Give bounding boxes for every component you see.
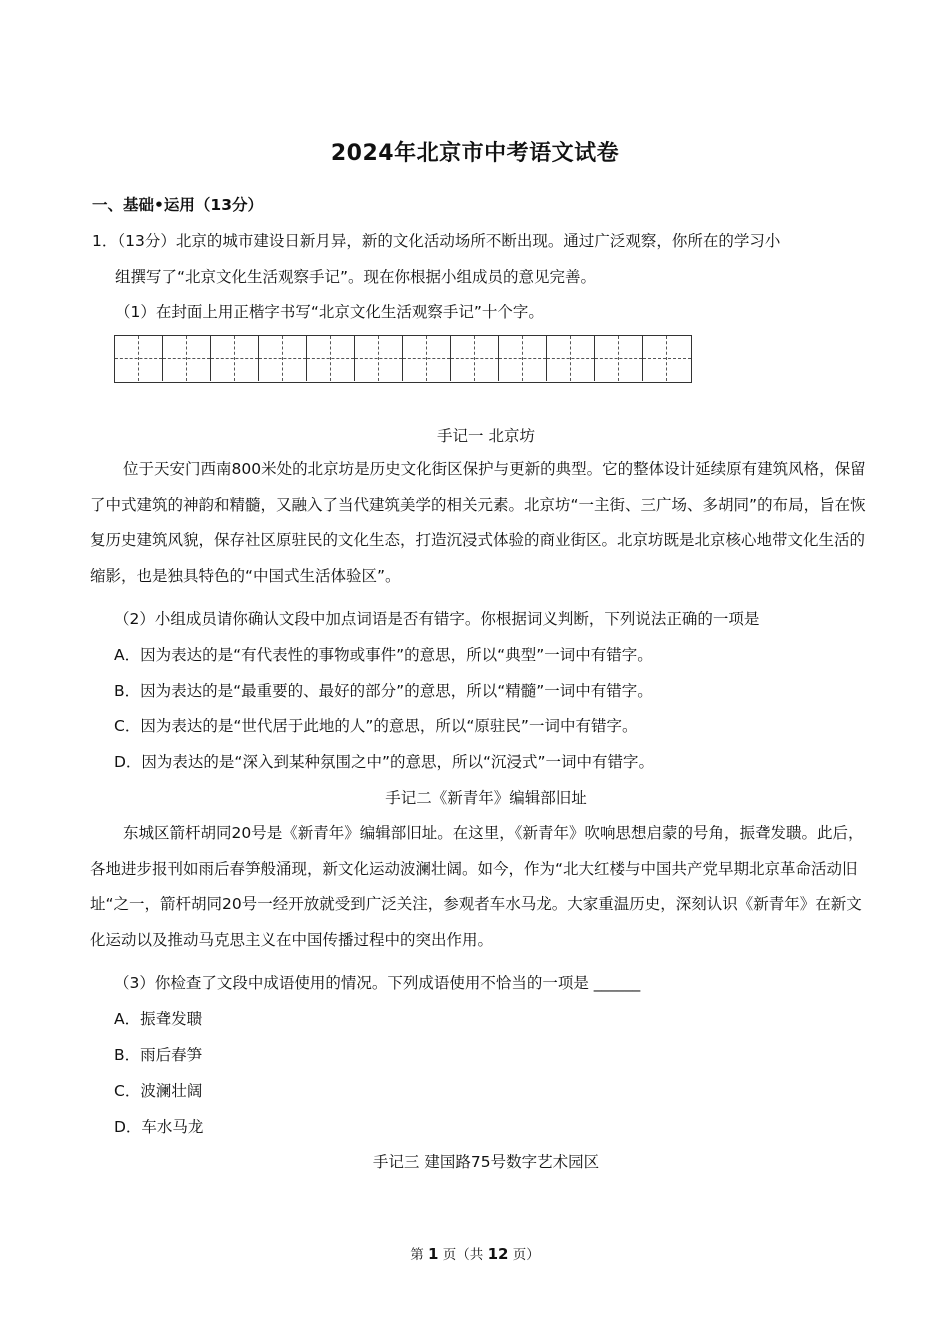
note2-body: 东城区箭杆胡同20号是《新青年》编辑部旧址。在这里，《新青年》吹响思想启蒙的号角，振聋发聩。此后，各地进步报刊如雨后春笋般涌现，新文化运动波澜壮阔。如今，作为“北大红楼与中国共产党早期北京革命活动旧址“之一，箭杆胡同20号一经开放就受到广泛关注，参观者车水马龙。大家重温历史，深刻认识《新青年》在新文化运动以及推动马克思主义在中国传播过程中的突出作用。 (90, 824, 864, 949)
subquestion-3: （3）你检查了文段中成语使用的情况。下列成语使用不恰当的一项是 ______ (114, 974, 641, 992)
note1-heading: 手记一 北京坊 (437, 427, 535, 445)
grid-cell[interactable] (211, 336, 259, 381)
footer-suffix: 页） (512, 1247, 540, 1263)
grid-cell[interactable] (595, 336, 643, 381)
option-3c[interactable]: C．波澜壮阔 (114, 1082, 203, 1100)
option-2b[interactable]: B．因为表达的是“最重要的、最好的部分”的意思，所以“精髓”一词中有错字。 (114, 682, 653, 700)
footer-page-number: 1 (428, 1245, 439, 1263)
question-1 (92, 224, 872, 331)
option-2c[interactable]: C．因为表达的是“世代居于此地的人”的意思，所以“原驻民”一词中有错字。 (114, 717, 638, 735)
grid-cell[interactable] (451, 336, 499, 381)
option-2d[interactable]: D．因为表达的是“深入到某种氛围之中”的意思，所以“沉浸式”一词中有错字。 (114, 753, 655, 771)
note3-heading: 手记三 建国路75号数字艺术园区 (372, 1153, 600, 1171)
grid-cell[interactable] (163, 336, 211, 381)
grid-cell[interactable] (115, 336, 163, 381)
grid-cell[interactable] (355, 336, 403, 381)
footer-middle: 页（共 (442, 1247, 484, 1263)
grid-cell[interactable] (259, 336, 307, 381)
grid-cell[interactable] (643, 336, 691, 381)
grid-cell[interactable] (499, 336, 547, 381)
question-1-line2: 组撰写了“北京文化生活观察手记”。现在你根据小组成员的意见完善。 (115, 267, 597, 286)
subquestion-2: （2）小组成员请你确认文段中加点词语是否有错字。你根据词义判断，下列说法正确的一项是 (114, 610, 760, 628)
grid-cell[interactable] (403, 336, 451, 381)
option-2a[interactable]: A．因为表达的是“有代表性的事物或事件”的意思，所以“典型”一词中有错字。 (114, 646, 653, 664)
grid-cell[interactable] (307, 336, 355, 381)
page-title: 2024年北京市中考语文试卷 (330, 141, 620, 166)
writing-grid[interactable] (114, 335, 692, 383)
note2-heading: 手记二《新青年》编辑部旧址 (385, 789, 587, 807)
option-3a[interactable]: A．振聋发聩 (114, 1010, 203, 1028)
option-3b[interactable]: B．雨后春笋 (114, 1046, 203, 1064)
note1-body: 位于天安门西南800米处的北京坊是历史文化街区保护与更新的典型。它的整体设计延续原有建筑风格，保留了中式建筑的神韵和精髓，又融入了当代建筑美学的相关元素。北京坊“一主街、三广场、多胡同”的布局，旨在恢复历史建筑风貌，保存社区原驻民的文化生态，打造沉浸式体验的商业街区。北京坊既是北京核心地带文化生活的缩影，也是独具特色的“中国式生活体验区”。 (90, 460, 866, 585)
section-heading: 一、基础•运用（13分） (92, 196, 263, 214)
page-footer (0, 1243, 950, 1263)
option-3d[interactable]: D．车水马龙 (114, 1118, 204, 1136)
question-1-line1: 1．（13分）北京的城市建设日新月异，新的文化活动场所不断出现。通过广泛观察，你所在的学习小 (92, 232, 781, 250)
footer-total-pages: 12 (487, 1245, 509, 1263)
grid-cell[interactable] (547, 336, 595, 381)
subquestion-1: （1）在封面上用正楷字书写“北京文化生活观察手记”十个字。 (115, 303, 544, 321)
footer-prefix: 第 (410, 1247, 424, 1263)
